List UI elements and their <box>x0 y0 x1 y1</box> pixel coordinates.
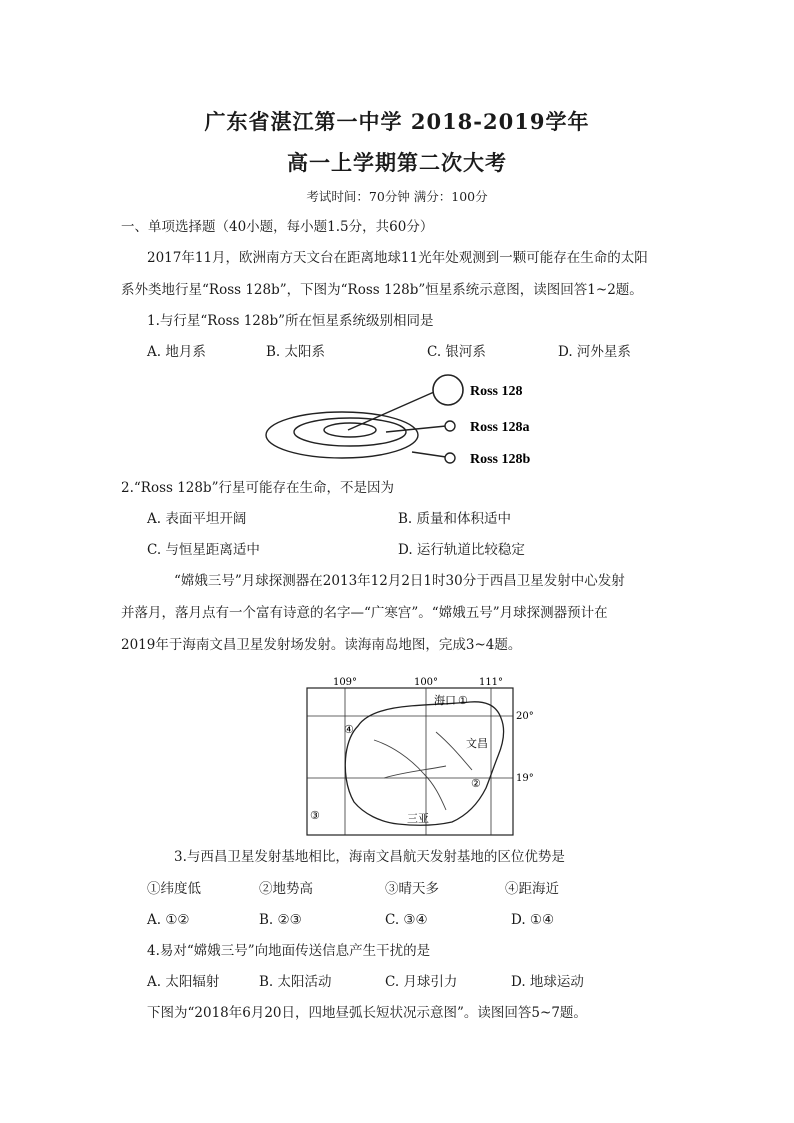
q3-option-d: D. ①④ <box>511 912 555 928</box>
place-sanya: 三亚 <box>407 812 429 825</box>
q3-stem: 3.与西昌卫星发射基地相比，海南文昌航天发射基地的区位优势是 <box>174 849 565 865</box>
q1-stem: 1.与行星“Ross 128b”所在恒星系统级别相同是 <box>147 313 434 329</box>
q4-option-c: C. 月球引力 <box>385 974 458 990</box>
exam-info: 考试时间：70分钟 满分：100分 <box>306 189 488 204</box>
q2-option-b: B. 质量和体积适中 <box>398 511 512 527</box>
q3-choice-1: ①纬度低 <box>147 881 201 897</box>
outer-orbit <box>266 412 418 458</box>
intro2-line3: 2019年于海南文昌卫星发射场发射。读海南岛地图，完成3~4题。 <box>121 637 522 653</box>
lon-label-110: 100° <box>413 677 439 688</box>
q2-option-c: C. 与恒星距离适中 <box>147 542 260 558</box>
label-ross-128a: Ross 128a <box>470 420 530 435</box>
intro1-line2: 系外类地行星“Ross 128b”，下图为“Ross 128b”恒星系统示意图，读图回答1~2题。 <box>121 282 643 298</box>
q2-stem: 2.“Ross 128b”行星可能存在生命，不是因为 <box>121 480 395 496</box>
q1-option-d: D. 河外星系 <box>558 344 631 360</box>
marker-3: ③ <box>310 809 320 822</box>
intro1-line1: 2017年11月，欧洲南方天文台在距离地球11光年处观测到一颗可能存在生命的太阳 <box>147 250 648 266</box>
star-pointer-line <box>348 392 434 430</box>
planet-b-pointer-line <box>412 452 446 457</box>
q1-option-b: B. 太阳系 <box>266 344 326 360</box>
q3-option-c: C. ③④ <box>385 912 428 928</box>
q1-option-a: A. 地月系 <box>147 344 206 360</box>
lon-label-109: 109° <box>332 677 358 688</box>
river-1 <box>374 740 446 810</box>
q3-choice-4: ④距海近 <box>505 881 559 897</box>
q3-choice-2: ②地势高 <box>259 881 313 897</box>
lat-label-19: 19° <box>516 773 534 784</box>
label-ross-128: Ross 128 <box>470 384 523 399</box>
q4-option-b: B. 太阳活动 <box>259 974 332 990</box>
ross-128-star <box>433 375 463 405</box>
q3-option-b: B. ②③ <box>259 912 302 928</box>
q4-option-d: D. 地球运动 <box>511 974 584 990</box>
label-ross-128b: Ross 128b <box>470 452 531 467</box>
q4-option-a: A. 太阳辐射 <box>147 974 220 990</box>
q1-option-c: C. 银河系 <box>427 344 486 360</box>
q2-option-d: D. 运行轨道比较稳定 <box>398 542 525 558</box>
q4-stem: 4.易对“嫦娥三号”向地面传送信息产生干扰的是 <box>147 943 431 959</box>
place-wenchang: 文昌 <box>466 737 488 750</box>
q3-choice-3: ③晴天多 <box>385 881 439 897</box>
hainan-island-map <box>300 674 550 840</box>
paper-title-line2: 高一上学期第二次大考 <box>287 150 507 175</box>
planet-a-pointer-line <box>386 426 446 432</box>
lat-label-20: 20° <box>516 711 534 722</box>
ross-128-system-diagram <box>262 368 542 476</box>
ross-128b-planet <box>445 453 455 463</box>
place-haikou: 海口 <box>434 694 456 707</box>
paper-title-line1: 广东省湛江第一中学 2018-2019学年 <box>204 109 590 134</box>
inner-orbit <box>324 423 376 437</box>
q2-option-a: A. 表面平坦开阔 <box>147 511 247 527</box>
intro2-line2: 并落月，落月点有一个富有诗意的名字—“广寒宫”。“嫦娥五号”月球探测器预计在 <box>121 605 608 621</box>
river-3 <box>384 766 446 778</box>
island-outline <box>345 702 503 825</box>
marker-4: ④ <box>344 723 354 736</box>
intro3-line1: 下图为“2018年6月20日，四地昼弧长短状况示意图”。读图回答5~7题。 <box>147 1005 587 1021</box>
ross-128a-planet <box>445 421 455 431</box>
lon-label-111: 111° <box>478 677 504 688</box>
intro2-line1: “嫦娥三号”月球探测器在2013年12月2日1时30分于西昌卫星发射中心发射 <box>174 573 625 589</box>
q3-option-a: A. ①② <box>147 912 190 928</box>
marker-2: ② <box>471 777 481 790</box>
section-heading: 一、单项选择题（40小题，每小题1.5分，共60分） <box>121 219 434 235</box>
marker-1: ① <box>458 694 468 707</box>
